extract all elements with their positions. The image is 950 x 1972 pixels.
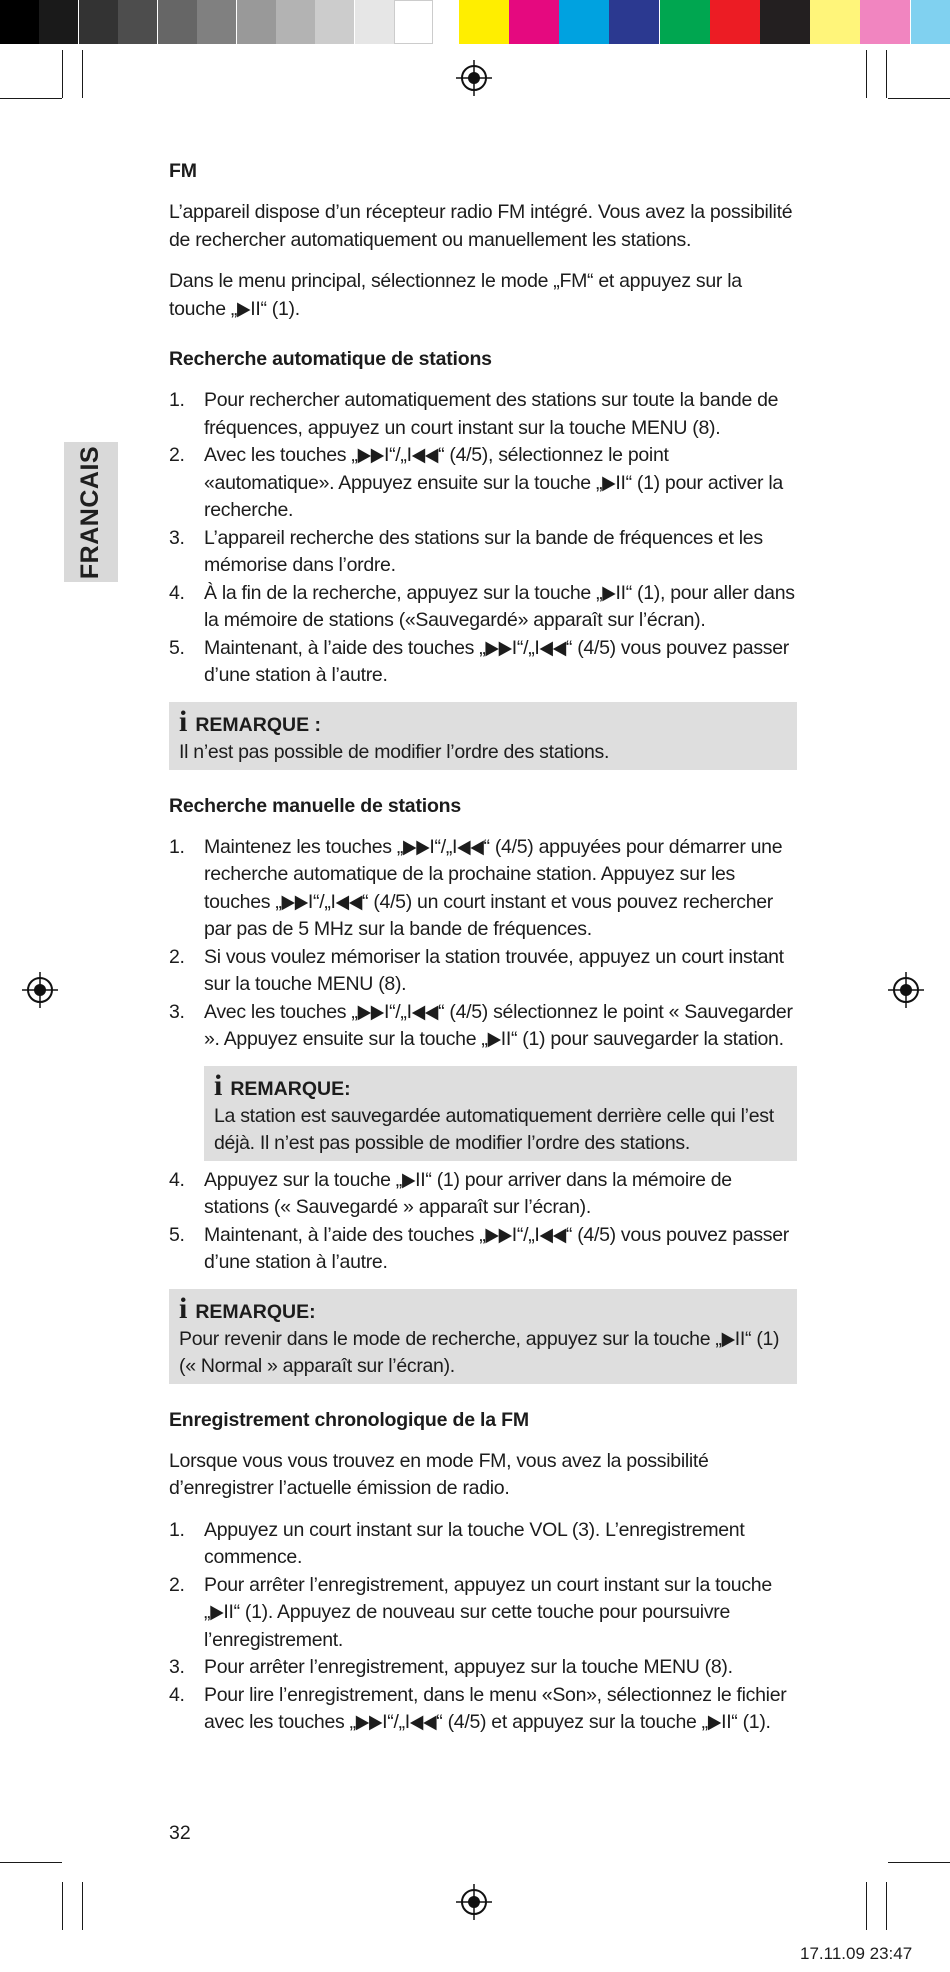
manual-search-steps <box>169 834 797 1054</box>
color-swatch <box>315 0 354 44</box>
page-content <box>169 157 797 1737</box>
crop-mark <box>866 50 867 98</box>
list-item: 3. L’appareil recherche des stations sur la bande de fréquences et les mémorise dans l’ordre. <box>169 526 763 576</box>
registration-mark-icon <box>456 1884 492 1920</box>
crop-mark <box>888 98 950 99</box>
paragraph: L’appareil dispose d’un récepteur radio FM intégré. Vous avez la possibilité de rechercher automatiquement ou manuellement les stations. <box>169 201 793 251</box>
crop-mark <box>82 1882 83 1930</box>
registration-mark-icon <box>888 972 924 1008</box>
color-swatch <box>394 0 433 44</box>
color-swatch <box>911 0 950 44</box>
manual-search-steps-continued <box>169 1167 797 1277</box>
crop-mark <box>0 98 62 99</box>
timeshift-steps <box>169 1517 797 1737</box>
list-item: 4. Pour lire l’enregistrement, dans le menu «Son», sélectionnez le fichier avec les touches „▶▶I“/„I◀◀“ (4/5) et appuyez sur la touche „▶II“ (1). <box>169 1683 787 1733</box>
language-label: FRANCAIS <box>76 445 105 579</box>
remark-text: Il n’est pas possible de modifier l’ordre des stations. <box>179 740 610 763</box>
color-swatch <box>118 0 157 44</box>
list-item: 1. Pour rechercher automatiquement des stations sur toute la bande de fréquences, appuyez un court instant sur la touche MENU (8). <box>169 389 779 439</box>
list-item: 2. Si vous voulez mémoriser la station trouvée, appuyez un court instant sur la touche MENU (8). <box>169 945 784 995</box>
auto-search-steps <box>169 387 797 690</box>
list-item: 2. Pour arrêter l’enregistrement, appuyez un court instant sur la touche „▶II“ (1). Appuyez de nouveau sur cette touche pour poursuivre l’enregistrement. <box>169 1573 772 1651</box>
list-item: 3. Pour arrêter l’enregistrement, appuyez sur la touche MENU (8). <box>169 1656 733 1678</box>
paragraph: Dans le menu principal, sélectionnez le mode „FM“ et appuyez sur la touche „▶II“ (1). <box>169 270 742 320</box>
crop-mark <box>888 1862 950 1863</box>
color-swatch <box>237 0 276 44</box>
remark-text: Pour revenir dans le mode de recherche, appuyez sur la touche „▶II“ (1) (« Normal » apparaît sur l’écran). <box>179 1327 780 1377</box>
section-heading-timeshift: Enregistrement chronologique de la FM <box>169 1408 529 1431</box>
list-item: 1. Maintenez les touches „▶▶I“/„I◀◀“ (4/5) appuyées pour démarrer une recherche automatique de la prochaine station. Appuyez sur les touches „▶▶I“/„I◀◀“ (4/5) un court instant et vous pouvez rechercher par pas de 5 MHz sur la bande de fréquences. <box>169 835 783 940</box>
color-swatch <box>609 0 659 44</box>
crop-mark <box>62 50 63 98</box>
language-side-tab <box>64 442 118 582</box>
registration-mark-icon <box>456 60 492 96</box>
remark-box <box>169 1289 797 1384</box>
color-swatch <box>39 0 78 44</box>
remark-title: REMARQUE: <box>195 1300 316 1323</box>
print-date-stamp: 17.11.09 23:47 <box>800 1944 913 1963</box>
list-item: 2. Avec les touches „▶▶I“/„I◀◀“ (4/5), sélectionnez le point «automatique». Appuyez ensuite sur la touche „▶II“ (1) pour activer la recherche. <box>169 444 783 521</box>
list-item: 3. Avec les touches „▶▶I“/„I◀◀“ (4/5) sélectionnez le point « Sauvegarder ». Appuyez ensuite sur la touche „▶II“ (1) pour sauvegarder la station. <box>169 1000 793 1050</box>
section-heading-auto-search: Recherche automatique de stations <box>169 348 492 370</box>
color-swatch <box>710 0 760 44</box>
crop-mark <box>62 1882 63 1930</box>
section-heading-manual-search: Recherche manuelle de stations <box>169 794 462 817</box>
remark-text: La station est sauvegardée automatiquement derrière celle qui l’est déjà. Il n’est pas possible de modifier l’ordre des stations. <box>214 1104 774 1154</box>
remark-title: REMARQUE: <box>230 1077 351 1100</box>
remark-box <box>204 1066 797 1161</box>
remark-title: REMARQUE : <box>195 713 322 736</box>
info-icon: i <box>214 1068 223 1102</box>
list-item: 5. Maintenant, à l’aide des touches „▶▶I“/„I◀◀“ (4/5) vous pouvez passer d’une station à l’autre. <box>169 1223 789 1273</box>
color-swatch <box>0 0 39 44</box>
color-swatch <box>276 0 315 44</box>
info-icon: i <box>179 704 188 738</box>
color-swatch <box>158 0 197 44</box>
color-swatch <box>860 0 910 44</box>
paragraph: Lorsque vous vous trouvez en mode FM, vous avez la possibilité d’enregistrer l’actuelle émission de radio. <box>169 1449 709 1499</box>
registration-mark-icon <box>22 972 58 1008</box>
crop-mark <box>886 1882 887 1930</box>
color-swatch <box>459 0 509 44</box>
list-item: 1. Appuyez un court instant sur la touche VOL (3). L’enregistrement commence. <box>169 1518 745 1568</box>
color-swatch <box>660 0 710 44</box>
crop-mark <box>886 50 887 98</box>
color-swatch <box>559 0 609 44</box>
color-swatch <box>197 0 236 44</box>
print-color-bar <box>0 0 950 44</box>
info-icon: i <box>179 1291 188 1325</box>
list-item: 5. Maintenant, à l’aide des touches „▶▶I“/„I◀◀“ (4/5) vous pouvez passer d’une station à l’autre. <box>169 636 789 686</box>
remark-box <box>169 702 797 770</box>
crop-mark <box>82 50 83 98</box>
color-swatch <box>810 0 860 44</box>
section-heading-fm: FM <box>169 160 197 182</box>
color-swatch <box>760 0 810 44</box>
page-number: 32 <box>169 1822 191 1844</box>
color-swatch <box>355 0 394 44</box>
color-swatch <box>509 0 559 44</box>
crop-mark <box>0 1862 62 1863</box>
list-item: 4. À la fin de la recherche, appuyez sur la touche „▶II“ (1), pour aller dans la mémoire de stations («Sauvegardé» apparaît sur l’écran). <box>169 581 795 631</box>
color-swatch <box>79 0 118 44</box>
crop-mark <box>866 1882 867 1930</box>
list-item: 4. Appuyez sur la touche „▶II“ (1) pour arriver dans la mémoire de stations (« Sauvegardé » apparaît sur l’écran). <box>169 1168 732 1218</box>
